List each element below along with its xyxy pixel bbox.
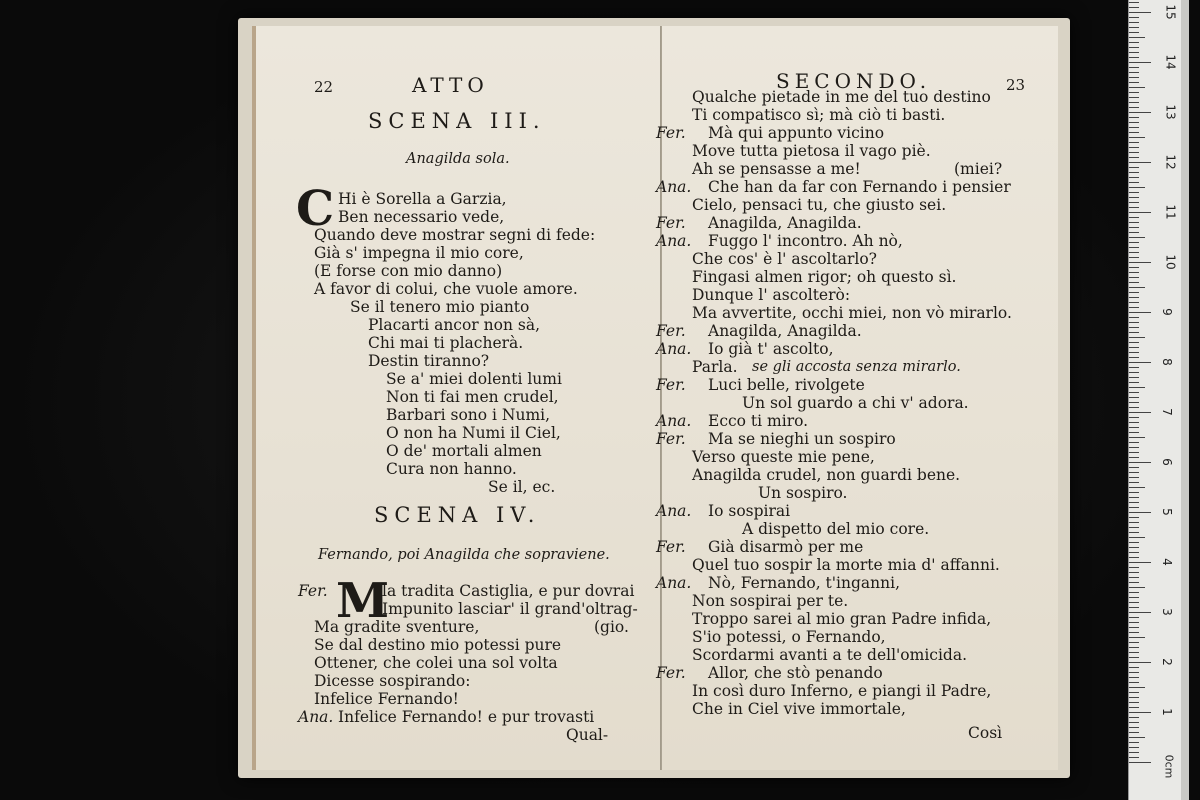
- ruler-tick: [1129, 142, 1139, 143]
- ruler-tick: [1129, 387, 1145, 388]
- ruler-tick: [1129, 247, 1139, 248]
- ruler-tick: [1129, 717, 1139, 718]
- ruler-tick: [1129, 442, 1139, 443]
- speaker-label: Fer.: [656, 124, 686, 142]
- ruler-tick: [1129, 472, 1139, 473]
- ruler-tick: [1129, 402, 1139, 403]
- drop-cap-m: M: [336, 573, 390, 629]
- dialogue-line: Cielo, pensaci tu, che giusto sei.: [692, 196, 947, 214]
- ruler-tick: [1129, 332, 1139, 333]
- verse-line: Se il, ec.: [488, 478, 556, 496]
- dialogue-line: In così duro Inferno, e piangi il Padre,: [692, 682, 992, 700]
- ruler-tick: [1129, 297, 1139, 298]
- ruler-tick: [1129, 152, 1139, 153]
- ruler-tick: [1129, 747, 1139, 748]
- ruler-tick: [1129, 302, 1139, 303]
- ruler-tick: [1129, 57, 1139, 58]
- page-number-right: 23: [1006, 76, 1026, 94]
- ruler-tick: [1129, 667, 1139, 668]
- verse-line: Chi mai ti placherà.: [368, 334, 524, 352]
- verse-line: Quando deve mostrar segni di fede:: [314, 226, 596, 244]
- dialogue-line: Ah se pensasse a me!: [692, 160, 861, 178]
- ruler-tick: [1129, 742, 1139, 743]
- ruler-tick: [1129, 707, 1139, 708]
- ruler-tick: [1129, 277, 1139, 278]
- ruler-tick: [1129, 382, 1139, 383]
- ruler-tick: [1129, 612, 1151, 613]
- dialogue-line: Dunque l' ascolterò:: [692, 286, 851, 304]
- ruler-tick: [1129, 657, 1139, 658]
- ruler-tick: [1129, 557, 1139, 558]
- dialogue-line: Che han da far con Fernando i pensier: [708, 178, 1011, 196]
- dialogue-line: Che in Ciel vive immortale,: [692, 700, 906, 718]
- speaker-label: Ana.: [656, 412, 692, 430]
- ruler-tick: [1129, 7, 1139, 8]
- ruler-tick: [1129, 592, 1139, 593]
- ruler-tick: [1129, 107, 1139, 108]
- ruler-tick: [1129, 242, 1139, 243]
- ruler-tick: [1129, 362, 1151, 363]
- ruler-tick: [1129, 77, 1139, 78]
- dialogue-line: (miei?: [954, 160, 1003, 178]
- ruler-tick: [1129, 212, 1151, 213]
- dialogue-line: Ma se nieghi un sospiro: [708, 430, 896, 448]
- ruler-tick: [1129, 97, 1139, 98]
- ruler-tick: [1129, 177, 1139, 178]
- ruler-tick: [1129, 622, 1139, 623]
- ruler-tick: [1129, 322, 1139, 323]
- ruler-number: 8: [1159, 358, 1174, 366]
- ruler-tick: [1129, 167, 1139, 168]
- ruler-tick: [1129, 282, 1139, 283]
- drop-cap-c: C: [296, 181, 335, 237]
- ruler-tick: [1129, 577, 1139, 578]
- scene-3-title: SCENA III.: [368, 109, 546, 133]
- ruler-number: 12: [1163, 154, 1178, 170]
- verse-line: (gio.: [594, 618, 629, 636]
- verse-line: Se il tenero mio pianto: [350, 298, 530, 316]
- ruler-tick: [1129, 692, 1139, 693]
- verse-line: Barbari sono i Numi,: [386, 406, 551, 424]
- dialogue-line: Verso queste mie pene,: [692, 448, 875, 466]
- verse-line: la tradita Castiglia, e pur dovrai: [382, 582, 635, 600]
- verse-line: Se a' miei dolenti lumi: [386, 370, 562, 388]
- ruler-tick: [1129, 507, 1139, 508]
- ruler-tick: [1129, 602, 1139, 603]
- ruler-tick: [1129, 92, 1139, 93]
- speaker-label: Fer.: [656, 376, 686, 394]
- dialogue-line: Non sospirai per te.: [692, 592, 849, 610]
- ruler-tick: [1129, 542, 1139, 543]
- dialogue-line: A dispetto del mio core.: [742, 520, 930, 538]
- verse-line: Infelice Fernando! e pur trovasti: [338, 708, 595, 726]
- ruler-tick: [1129, 517, 1139, 518]
- dialogue-line: S'io potessi, o Fernando,: [692, 628, 886, 646]
- ruler-tick: [1129, 467, 1139, 468]
- ruler-tick: [1129, 72, 1139, 73]
- ruler-tick: [1129, 502, 1139, 503]
- ruler-tick: [1129, 327, 1139, 328]
- ruler-tick: [1129, 452, 1139, 453]
- ruler-tick: [1129, 662, 1151, 663]
- ruler-tick: [1129, 172, 1139, 173]
- ruler-tick: [1129, 712, 1151, 713]
- ruler-tick: [1129, 42, 1139, 43]
- ruler-tick: [1129, 567, 1139, 568]
- ruler-tick: [1129, 102, 1139, 103]
- dialogue-line: Move tutta pietosa il vago piè.: [692, 142, 931, 160]
- ruler-tick: [1129, 292, 1139, 293]
- ruler-tick: [1129, 527, 1139, 528]
- ruler-tick: [1129, 457, 1139, 458]
- ruler-tick: [1129, 687, 1145, 688]
- verse-line: Infelice Fernando!: [314, 690, 459, 708]
- ruler-tick: [1129, 317, 1139, 318]
- ruler-tick: [1129, 37, 1145, 38]
- dialogue-line: Un sol guardo a chi v' adora.: [742, 394, 969, 412]
- ruler-tick: [1129, 377, 1139, 378]
- ruler-tick: [1129, 437, 1145, 438]
- ruler-tick: [1129, 347, 1139, 348]
- verse-line: Hi è Sorella a Garzia,: [338, 190, 507, 208]
- verse-line: Impunito lasciar' il grand'oltrag-: [382, 600, 638, 618]
- stage-direction: se gli accosta senza mirarlo.: [752, 359, 961, 375]
- ruler-tick: [1129, 197, 1139, 198]
- ruler-tick: [1129, 512, 1151, 513]
- ruler-tick: [1129, 637, 1145, 638]
- dialogue-line: Ecco ti miro.: [708, 412, 809, 430]
- ruler-tick: [1129, 412, 1151, 413]
- ruler-tick: [1129, 482, 1139, 483]
- ruler-tick: [1129, 17, 1139, 18]
- ruler-tick: [1129, 22, 1139, 23]
- dialogue-line: Quel tuo sospir la morte mia d' affanni.: [692, 556, 1000, 574]
- dialogue-line: Anagilda, Anagilda.: [708, 322, 862, 340]
- ruler-tick: [1129, 337, 1145, 338]
- speaker-label: Ana.: [656, 502, 692, 520]
- ruler-tick: [1129, 732, 1139, 733]
- ruler-tick: [1129, 367, 1139, 368]
- ruler-tick: [1129, 67, 1139, 68]
- dialogue-line: Nò, Fernando, t'inganni,: [708, 574, 900, 592]
- ruler-tick: [1129, 82, 1139, 83]
- ruler-tick: [1129, 722, 1139, 723]
- dialogue-line: Anagilda, Anagilda.: [708, 214, 862, 232]
- verse-line: Se dal destino mio potessi pure: [314, 636, 562, 654]
- ruler-tick: [1129, 312, 1151, 313]
- dialogue-line: Anagilda crudel, non guardi bene.: [692, 466, 961, 484]
- ruler-tick: [1129, 462, 1151, 463]
- page-number-left: 22: [314, 78, 334, 96]
- ruler-tick: [1129, 132, 1139, 133]
- ruler-tick: [1129, 162, 1151, 163]
- ruler-tick: [1129, 32, 1139, 33]
- ruler-tick: [1129, 307, 1139, 308]
- dialogue-line: Parla.: [692, 358, 738, 376]
- verse-line: O de' mortali almen: [386, 442, 542, 460]
- ruler-tick: [1129, 202, 1139, 203]
- ruler-tick: [1129, 497, 1139, 498]
- ruler-tick: [1129, 752, 1139, 753]
- ruler-tick: [1129, 52, 1139, 53]
- catchword-right: Così: [968, 724, 1003, 742]
- dialogue-line: Ti compatisco sì; mà ciò ti basti.: [692, 106, 946, 124]
- ruler-number: 10: [1163, 254, 1178, 270]
- ruler-tick: [1129, 267, 1139, 268]
- ruler-tick: [1129, 647, 1139, 648]
- ruler-tick: [1129, 627, 1139, 628]
- ruler-tick: [1129, 762, 1151, 763]
- ruler-tick: [1129, 727, 1139, 728]
- ruler-number: 2: [1159, 658, 1174, 666]
- verse-line: Ottener, che colei una sol volta: [314, 654, 558, 672]
- speaker-ana: Ana.: [298, 708, 334, 726]
- ruler-tick: [1129, 532, 1139, 533]
- dialogue-line: Io sospirai: [708, 502, 791, 520]
- speaker-label: Fer.: [656, 430, 686, 448]
- speaker-label: Fer.: [656, 322, 686, 340]
- speaker-label: Ana.: [656, 232, 692, 250]
- verse-line: (E forse con mio danno): [314, 262, 503, 280]
- ruler-number: 3: [1159, 608, 1174, 616]
- open-book: [238, 18, 1070, 778]
- ruler-tick: [1129, 632, 1139, 633]
- ruler-tick: [1129, 422, 1139, 423]
- ruler-tick: [1129, 207, 1139, 208]
- running-head-left: ATTO: [412, 73, 489, 97]
- dialogue-line: Allor, che stò penando: [708, 664, 883, 682]
- ruler-tick: [1129, 122, 1139, 123]
- ruler-tick: [1129, 117, 1139, 118]
- ruler-number: 5: [1159, 508, 1174, 516]
- ruler-tick: [1129, 492, 1139, 493]
- ruler-tick: [1129, 447, 1139, 448]
- ruler-tick: [1129, 157, 1139, 158]
- verse-line: Placarti ancor non sà,: [368, 316, 540, 334]
- ruler-number: 13: [1163, 104, 1178, 120]
- ruler-tick: [1129, 352, 1139, 353]
- dialogue-line: Che cos' è l' ascoltarlo?: [692, 250, 877, 268]
- ruler-tick: [1129, 27, 1139, 28]
- ruler-tick: [1129, 427, 1139, 428]
- ruler-tick: [1129, 287, 1145, 288]
- ruler-tick: [1129, 357, 1139, 358]
- verse-line: Già s' impegna il mio core,: [314, 244, 524, 262]
- scene-4-subtitle: Fernando, poi Anagilda che sopraviene.: [318, 547, 610, 563]
- catchword-left: Qual-: [566, 726, 609, 744]
- ruler-number: 7: [1159, 408, 1174, 416]
- ruler-tick: [1129, 342, 1139, 343]
- scene-4-title: SCENA IV.: [374, 503, 541, 527]
- ruler-tick: [1129, 682, 1139, 683]
- measurement-ruler: [1128, 0, 1189, 800]
- ruler-number: 9: [1159, 308, 1174, 316]
- ruler-tick: [1129, 642, 1139, 643]
- ruler-tick: [1129, 397, 1139, 398]
- ruler-number: 6: [1159, 458, 1174, 466]
- ruler-tick: [1129, 127, 1139, 128]
- ruler-tick: [1129, 597, 1139, 598]
- ruler-tick: [1129, 272, 1139, 273]
- speaker-label: Fer.: [656, 538, 686, 556]
- ruler-tick: [1129, 697, 1139, 698]
- ruler-tick: [1129, 137, 1145, 138]
- ruler-tick: [1129, 672, 1139, 673]
- ruler-tick: [1129, 392, 1139, 393]
- verse-line: Ma gradite sventure,: [314, 618, 480, 636]
- ruler-tick: [1129, 587, 1145, 588]
- ruler-tick: [1129, 757, 1139, 758]
- ruler-tick: [1129, 652, 1139, 653]
- speaker-label: Ana.: [656, 574, 692, 592]
- ruler-tick: [1129, 562, 1151, 563]
- ruler-tick: [1129, 2, 1139, 3]
- ruler-tick: [1129, 522, 1139, 523]
- ruler-number: 15: [1163, 4, 1178, 20]
- ruler-tick: [1129, 257, 1139, 258]
- ruler-tick: [1129, 12, 1151, 13]
- ruler-tick: [1129, 372, 1139, 373]
- ruler-tick: [1129, 552, 1139, 553]
- ruler-tick: [1129, 147, 1139, 148]
- ruler-tick: [1129, 432, 1139, 433]
- verse-line: O non ha Numi il Ciel,: [386, 424, 561, 442]
- verse-line: Destin tiranno?: [368, 352, 490, 370]
- ruler-tick: [1129, 417, 1139, 418]
- ruler-tick: [1129, 112, 1151, 113]
- dialogue-line: Scordarmi avanti a te dell'omicida.: [692, 646, 968, 664]
- speaker-label: Ana.: [656, 178, 692, 196]
- ruler-tick: [1129, 227, 1139, 228]
- speaker-fer: Fer.: [298, 582, 328, 600]
- ruler-tick: [1129, 617, 1139, 618]
- dialogue-line: Fingasi almen rigor; oh questo sì.: [692, 268, 957, 286]
- ruler-tick: [1129, 607, 1139, 608]
- ruler-tick: [1129, 407, 1139, 408]
- ruler-tick: [1129, 677, 1139, 678]
- dialogue-line: Un sospiro.: [758, 484, 848, 502]
- ruler-tick: [1129, 182, 1139, 183]
- ruler-tick: [1129, 217, 1139, 218]
- ruler-tick: [1129, 582, 1139, 583]
- ruler-tick: [1129, 572, 1139, 573]
- dialogue-line: Troppo sarei al mio gran Padre infida,: [692, 610, 992, 628]
- ruler-tick: [1129, 62, 1151, 63]
- ruler-tick: [1129, 252, 1139, 253]
- verse-line: Cura non hanno.: [386, 460, 517, 478]
- speaker-label: Fer.: [656, 214, 686, 232]
- ruler-edge: [1181, 0, 1189, 800]
- dialogue-line: Ma avvertite, occhi miei, non vò mirarlo.: [692, 304, 1012, 322]
- ruler-tick: [1129, 237, 1145, 238]
- ruler-number: 14: [1163, 54, 1178, 70]
- verse-line: A favor di colui, che vuole amore.: [314, 280, 578, 298]
- ruler-tick: [1129, 487, 1145, 488]
- ruler-number: 11: [1163, 204, 1178, 220]
- dialogue-line: Mà qui appunto vicino: [708, 124, 885, 142]
- ruler-tick: [1129, 87, 1145, 88]
- scene-3-subtitle: Anagilda sola.: [406, 151, 510, 167]
- ruler-number: 4: [1159, 558, 1174, 566]
- ruler-tick: [1129, 537, 1145, 538]
- dialogue-line: Qualche pietade in me del tuo destino: [692, 88, 991, 106]
- ruler-tick: [1129, 47, 1139, 48]
- verse-line: Ben necessario vede,: [338, 208, 505, 226]
- ruler-tick: [1129, 222, 1139, 223]
- ruler-tick: [1129, 477, 1139, 478]
- dialogue-line: Io già t' ascolto,: [708, 340, 834, 358]
- speaker-label: Fer.: [656, 664, 686, 682]
- ruler-number: 1: [1159, 708, 1174, 716]
- ruler-tick: [1129, 737, 1145, 738]
- ruler-tick: [1129, 547, 1139, 548]
- dialogue-line: Già disarmò per me: [708, 538, 864, 556]
- right-page: [656, 26, 1058, 770]
- ruler-tick: [1129, 232, 1139, 233]
- speaker-label: Ana.: [656, 340, 692, 358]
- dialogue-line: Fuggo l' incontro. Ah nò,: [708, 232, 903, 250]
- left-page: [252, 26, 660, 770]
- ruler-tick: [1129, 702, 1139, 703]
- running-head-right: SECONDO.: [776, 69, 932, 93]
- dialogue-line: Luci belle, rivolgete: [708, 376, 865, 394]
- ruler-tick: [1129, 187, 1145, 188]
- verse-line: Dicesse sospirando:: [314, 672, 471, 690]
- verse-line: Non ti fai men crudel,: [386, 388, 559, 406]
- ruler-unit-label: 0cm: [1162, 754, 1176, 779]
- ruler-tick: [1129, 192, 1139, 193]
- ruler-tick: [1129, 262, 1151, 263]
